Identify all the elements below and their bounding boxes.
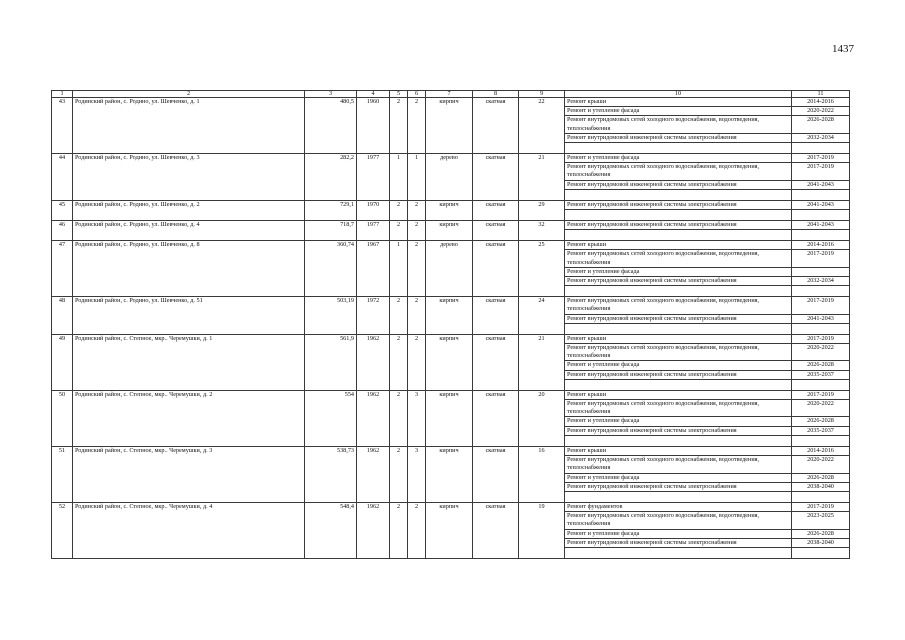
work-period: 2026-2028 xyxy=(792,529,850,538)
table-row xyxy=(52,334,850,343)
work-period: 2038-2040 xyxy=(792,482,850,491)
table-row xyxy=(52,154,850,163)
address: Родинский район, с. Родино, ул. Шевченко, д. 3 xyxy=(73,154,305,201)
entrances: 2 xyxy=(408,297,426,335)
entrances: 3 xyxy=(408,446,426,502)
area: 729,1 xyxy=(305,200,357,220)
build-year: 1960 xyxy=(357,98,390,154)
row-number: 45 xyxy=(52,200,73,220)
address: Родинский район, с. Родино, ул. Шевченко, д. 1 xyxy=(73,98,305,154)
entrances: 2 xyxy=(408,200,426,220)
work-period: 2017-2019 xyxy=(792,334,850,343)
floors: 2 xyxy=(390,334,408,390)
row-number: 44 xyxy=(52,154,73,201)
address: Родинский район, с. Степное, мкр.. Черемушки, д. 2 xyxy=(73,390,305,446)
work-period: 2017-2019 xyxy=(792,297,850,314)
page-number: 1437 xyxy=(832,43,854,55)
floors: 1 xyxy=(390,154,408,201)
work-type: Ремонт внутридомовой инженерной системы электроснабжения xyxy=(565,133,792,142)
work-type: Ремонт фундаментов xyxy=(565,502,792,511)
wall-material: дерево xyxy=(426,154,473,201)
work-period: 2026-2028 xyxy=(792,473,850,482)
spacer-cell xyxy=(565,230,792,241)
table-row xyxy=(52,200,850,209)
column-number: 9 xyxy=(519,91,565,98)
work-period: 2017-2019 xyxy=(792,154,850,163)
area: 503,19 xyxy=(305,297,357,335)
work-period: 2041-2043 xyxy=(792,221,850,230)
area: 538,73 xyxy=(305,446,357,502)
floors: 1 xyxy=(390,241,408,297)
wall-material: кирпич xyxy=(426,446,473,502)
work-type: Ремонт крыши xyxy=(565,446,792,455)
work-type: Ремонт внутридомовой инженерной системы электроснабжения xyxy=(565,482,792,491)
build-year: 1962 xyxy=(357,334,390,390)
column-number: 11 xyxy=(792,91,850,98)
spacer-cell xyxy=(792,286,850,297)
column-9-value: 20 xyxy=(519,390,565,446)
work-type: Ремонт внутридомовых сетей холодного водоснабжения, водоотведения, теплоснабжения xyxy=(565,456,792,473)
work-period: 2032-2034 xyxy=(792,133,850,142)
work-period: 2020-2022 xyxy=(792,107,850,116)
work-period: 2017-2019 xyxy=(792,390,850,399)
work-type: Ремонт и утепление фасада xyxy=(565,107,792,116)
build-year: 1970 xyxy=(357,200,390,220)
address: Родинский район, с. Родино, ул. Шевченко, д. 8 xyxy=(73,241,305,297)
work-period: 2017-2019 xyxy=(792,502,850,511)
build-year: 1972 xyxy=(357,297,390,335)
row-number: 48 xyxy=(52,297,73,335)
spacer-cell xyxy=(792,143,850,154)
work-type: Ремонт внутридомовой инженерной системы электроснабжения xyxy=(565,314,792,323)
area: 282,2 xyxy=(305,154,357,201)
work-period: 2041-2043 xyxy=(792,200,850,209)
work-type: Ремонт и утепление фасада xyxy=(565,473,792,482)
entrances: 1 xyxy=(408,154,426,201)
area: 360,74 xyxy=(305,241,357,297)
spacer-cell xyxy=(565,435,792,446)
spacer-cell xyxy=(565,379,792,390)
spacer-cell xyxy=(565,491,792,502)
column-number: 8 xyxy=(473,91,519,98)
work-period: 2041-2043 xyxy=(792,180,850,189)
row-number: 47 xyxy=(52,241,73,297)
row-number: 50 xyxy=(52,390,73,446)
spacer-cell xyxy=(792,491,850,502)
spacer-cell xyxy=(792,210,850,221)
wall-material: кирпич xyxy=(426,334,473,390)
work-period: 2020-2022 xyxy=(792,456,850,473)
column-number: 4 xyxy=(357,91,390,98)
table-row xyxy=(52,297,850,314)
wall-material: кирпич xyxy=(426,98,473,154)
column-number: 10 xyxy=(565,91,792,98)
spacer-cell xyxy=(565,286,792,297)
column-9-value: 22 xyxy=(519,98,565,154)
spacer-cell xyxy=(565,210,792,221)
work-type: Ремонт внутридомовых сетей холодного водоснабжения, водоотведения, теплоснабжения xyxy=(565,512,792,529)
column-9-value: 29 xyxy=(519,200,565,220)
column-9-value: 24 xyxy=(519,297,565,335)
spacer-cell xyxy=(792,435,850,446)
column-number: 3 xyxy=(305,91,357,98)
roof-type: скатная xyxy=(473,446,519,502)
roof-type: скатная xyxy=(473,221,519,241)
entrances: 2 xyxy=(408,98,426,154)
work-period: 2032-2034 xyxy=(792,277,850,286)
row-number: 51 xyxy=(52,446,73,502)
column-number-row xyxy=(52,91,850,98)
row-number: 49 xyxy=(52,334,73,390)
entrances: 2 xyxy=(408,241,426,297)
work-period: 2014-2016 xyxy=(792,241,850,250)
spacer-cell xyxy=(565,189,792,200)
work-period: 2020-2022 xyxy=(792,344,850,361)
roof-type: скатная xyxy=(473,200,519,220)
work-type: Ремонт внутридомовой инженерной системы электроснабжения xyxy=(565,370,792,379)
roof-type: скатная xyxy=(473,502,519,558)
column-number: 1 xyxy=(52,91,73,98)
floors: 2 xyxy=(390,98,408,154)
column-number: 6 xyxy=(408,91,426,98)
work-period: 2020-2022 xyxy=(792,400,850,417)
work-type: Ремонт крыши xyxy=(565,390,792,399)
build-year: 1962 xyxy=(357,390,390,446)
work-type: Ремонт внутридомовых сетей холодного водоснабжения, водоотведения, теплоснабжения xyxy=(565,116,792,133)
work-type: Ремонт внутридомовых сетей холодного водоснабжения, водоотведения, теплоснабжения xyxy=(565,163,792,180)
row-number: 52 xyxy=(52,502,73,558)
table-row xyxy=(52,241,850,250)
work-period: 2023-2025 xyxy=(792,512,850,529)
work-type: Ремонт крыши xyxy=(565,334,792,343)
work-type: Ремонт внутридомовых сетей холодного водоснабжения, водоотведения, теплоснабжения xyxy=(565,250,792,267)
build-year: 1962 xyxy=(357,502,390,558)
address: Родинский район, с. Степное, мкр.. Черемушки, д. 3 xyxy=(73,446,305,502)
entrances: 3 xyxy=(408,390,426,446)
build-year: 1977 xyxy=(357,221,390,241)
work-type: Ремонт и утепление фасада xyxy=(565,154,792,163)
column-9-value: 21 xyxy=(519,334,565,390)
floors: 2 xyxy=(390,502,408,558)
work-type: Ремонт внутридомовой инженерной системы электроснабжения xyxy=(565,277,792,286)
work-type: Ремонт внутридомовой инженерной системы электроснабжения xyxy=(565,426,792,435)
spacer-cell xyxy=(792,189,850,200)
floors: 2 xyxy=(390,390,408,446)
address: Родинский район, с. Степное, мкр.. Черемушки, д. 1 xyxy=(73,334,305,390)
floors: 2 xyxy=(390,446,408,502)
spacer-cell xyxy=(792,379,850,390)
area: 548,4 xyxy=(305,502,357,558)
address: Родинский район, с. Родино, ул. Шевченко, д. 51 xyxy=(73,297,305,335)
roof-type: скатная xyxy=(473,154,519,201)
table-row xyxy=(52,390,850,399)
roof-type: скатная xyxy=(473,390,519,446)
work-period: 2026-2028 xyxy=(792,417,850,426)
work-type: Ремонт внутридомовых сетей холодного водоснабжения, водоотведения, теплоснабжения xyxy=(565,400,792,417)
work-period: 2026-2028 xyxy=(792,361,850,370)
work-period: 2035-2037 xyxy=(792,426,850,435)
area: 480,5 xyxy=(305,98,357,154)
work-period: 2017-2019 xyxy=(792,163,850,180)
wall-material: кирпич xyxy=(426,502,473,558)
roof-type: скатная xyxy=(473,334,519,390)
wall-material: дерево xyxy=(426,241,473,297)
column-number: 5 xyxy=(390,91,408,98)
work-period: 2026-2028 xyxy=(792,116,850,133)
work-period: 2014-2016 xyxy=(792,446,850,455)
table-row xyxy=(52,98,850,107)
work-period xyxy=(792,267,850,276)
wall-material: кирпич xyxy=(426,390,473,446)
build-year: 1977 xyxy=(357,154,390,201)
entrances: 2 xyxy=(408,334,426,390)
column-9-value: 25 xyxy=(519,241,565,297)
entrances: 2 xyxy=(408,221,426,241)
roof-type: скатная xyxy=(473,98,519,154)
work-period: 2041-2043 xyxy=(792,314,850,323)
spacer-cell xyxy=(565,323,792,334)
floors: 2 xyxy=(390,297,408,335)
floors: 2 xyxy=(390,221,408,241)
repair-schedule-table xyxy=(51,90,850,559)
spacer-cell xyxy=(565,547,792,558)
table-row xyxy=(52,221,850,230)
column-number: 7 xyxy=(426,91,473,98)
work-type: Ремонт крыши xyxy=(565,98,792,107)
work-type: Ремонт внутридомовой инженерной системы электроснабжения xyxy=(565,538,792,547)
wall-material: кирпич xyxy=(426,221,473,241)
work-period: 2035-2037 xyxy=(792,370,850,379)
column-9-value: 21 xyxy=(519,154,565,201)
wall-material: кирпич xyxy=(426,297,473,335)
work-type: Ремонт внутридомовых сетей холодного водоснабжения, водоотведения, теплоснабжения xyxy=(565,297,792,314)
work-type: Ремонт и утепление фасада xyxy=(565,361,792,370)
work-period: 2017-2019 xyxy=(792,250,850,267)
spacer-cell xyxy=(792,230,850,241)
work-type: Ремонт и утепление фасада xyxy=(565,529,792,538)
work-type: Ремонт внутридомовой инженерной системы электроснабжения xyxy=(565,200,792,209)
spacer-cell xyxy=(792,323,850,334)
row-number: 43 xyxy=(52,98,73,154)
address: Родинский район, с. Степное, мкр.. Черемушки, д. 4 xyxy=(73,502,305,558)
wall-material: кирпич xyxy=(426,200,473,220)
table-row xyxy=(52,446,850,455)
address: Родинский район, с. Родино, ул. Шевченко, д. 4 xyxy=(73,221,305,241)
work-type: Ремонт и утепление фасада xyxy=(565,417,792,426)
row-number: 46 xyxy=(52,221,73,241)
entrances: 2 xyxy=(408,502,426,558)
area: 554 xyxy=(305,390,357,446)
work-type: Ремонт и утепление фасада xyxy=(565,267,792,276)
build-year: 1967 xyxy=(357,241,390,297)
roof-type: скатная xyxy=(473,241,519,297)
build-year: 1962 xyxy=(357,446,390,502)
work-period: 2038-2040 xyxy=(792,538,850,547)
column-9-value: 19 xyxy=(519,502,565,558)
spacer-cell xyxy=(565,143,792,154)
column-9-value: 32 xyxy=(519,221,565,241)
column-number: 2 xyxy=(73,91,305,98)
roof-type: скатная xyxy=(473,297,519,335)
work-type: Ремонт внутридомовых сетей холодного водоснабжения, водоотведения, теплоснабжения xyxy=(565,344,792,361)
address: Родинский район, с. Родино, ул. Шевченко, д. 2 xyxy=(73,200,305,220)
work-type: Ремонт внутридомовой инженерной системы электроснабжения xyxy=(565,221,792,230)
area: 718,7 xyxy=(305,221,357,241)
column-9-value: 16 xyxy=(519,446,565,502)
spacer-cell xyxy=(792,547,850,558)
table-row xyxy=(52,502,850,511)
work-type: Ремонт внутридомовой инженерной системы электроснабжения xyxy=(565,180,792,189)
work-type: Ремонт крыши xyxy=(565,241,792,250)
work-period: 2014-2016 xyxy=(792,98,850,107)
floors: 2 xyxy=(390,200,408,220)
area: 561,9 xyxy=(305,334,357,390)
